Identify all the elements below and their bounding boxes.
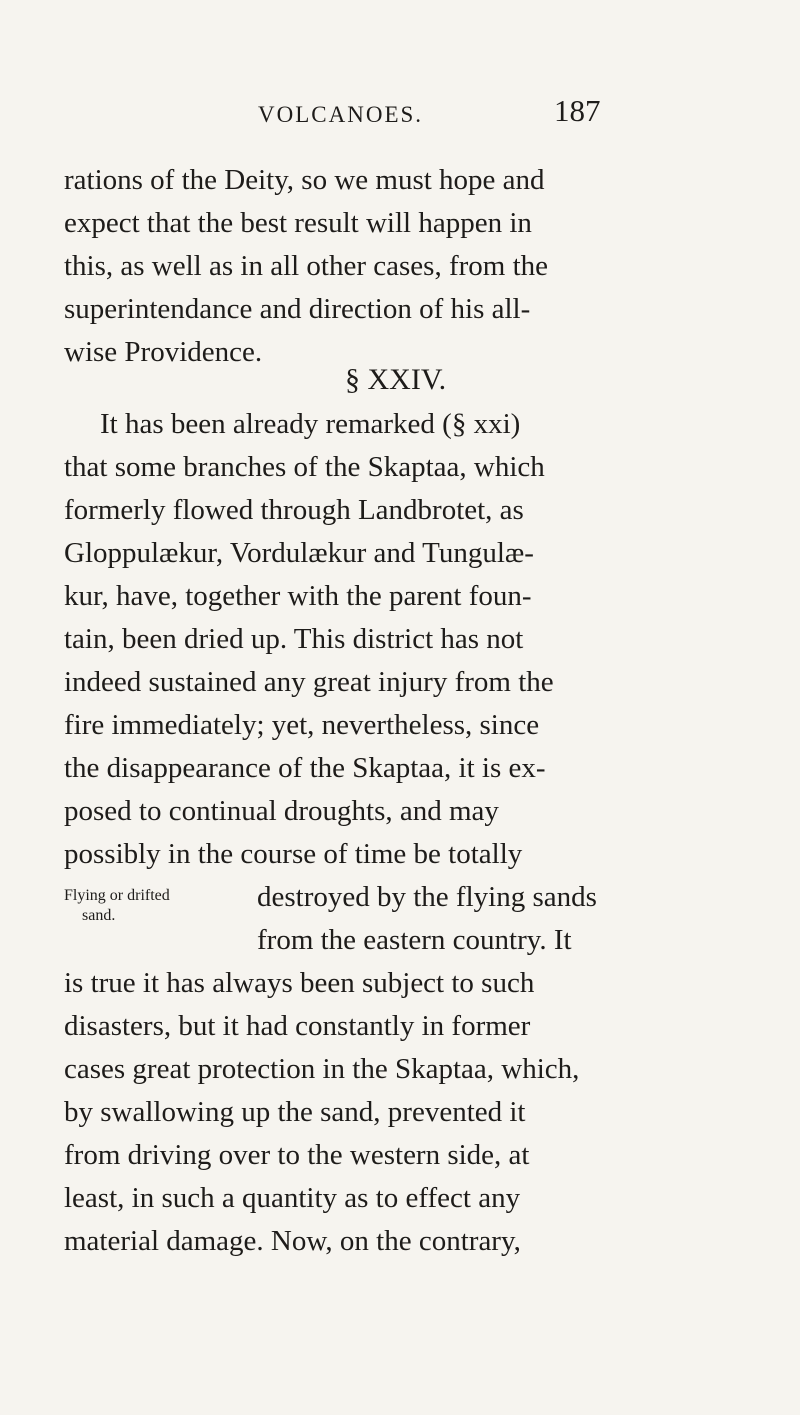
page-number: 187 xyxy=(554,93,601,128)
text-line: disasters, but it had constantly in former xyxy=(64,1010,531,1042)
text-line: formerly flowed through Landbrotet, as xyxy=(64,494,524,526)
margin-note-line-1: Flying or drifted xyxy=(64,887,170,904)
text-line: the disappearance of the Skaptaa, it is ex- xyxy=(64,752,546,784)
text-line: possibly in the course of time be totally xyxy=(64,838,523,870)
text-line: fire immediately; yet, nevertheless, since xyxy=(64,709,540,741)
text-line: indeed sustained any great injury from the xyxy=(64,666,554,698)
text-line: superintendance and direction of his all- xyxy=(64,293,531,325)
text-line: cases great protection in the Skaptaa, which, xyxy=(64,1053,580,1085)
text-line: that some branches of the Skaptaa, which xyxy=(64,451,545,483)
text-line: is true it has always been subject to such xyxy=(64,967,535,999)
text-line: by swallowing up the sand, prevented it xyxy=(64,1096,526,1128)
text-line: It has been already remarked (§ xxi) xyxy=(100,408,521,440)
text-line: Gloppulækur, Vordulækur and Tungulæ- xyxy=(64,537,534,569)
text-line: expect that the best result will happen in xyxy=(64,207,532,239)
text-line: this, as well as in all other cases, from the xyxy=(64,250,549,282)
section-heading: § XXIV. xyxy=(345,363,447,396)
text-line: posed to continual droughts, and may xyxy=(64,795,499,827)
text-line: from driving over to the western side, at xyxy=(64,1139,530,1171)
text-line: material damage. Now, on the contrary, xyxy=(64,1225,521,1257)
text-line: rations of the Deity, so we must hope and xyxy=(64,164,545,196)
text-line: from the eastern country. It xyxy=(257,924,572,956)
margin-note-line-2: sand. xyxy=(82,907,116,924)
text-line: destroyed by the flying sands xyxy=(257,881,597,913)
text-line: wise Providence. xyxy=(64,336,263,368)
text-line: kur, have, together with the parent foun- xyxy=(64,580,532,612)
running-title: VOLCANOES. xyxy=(258,102,424,127)
text-line: tain, been dried up. This district has not xyxy=(64,623,524,655)
text-line: least, in such a quantity as to effect any xyxy=(64,1182,521,1214)
